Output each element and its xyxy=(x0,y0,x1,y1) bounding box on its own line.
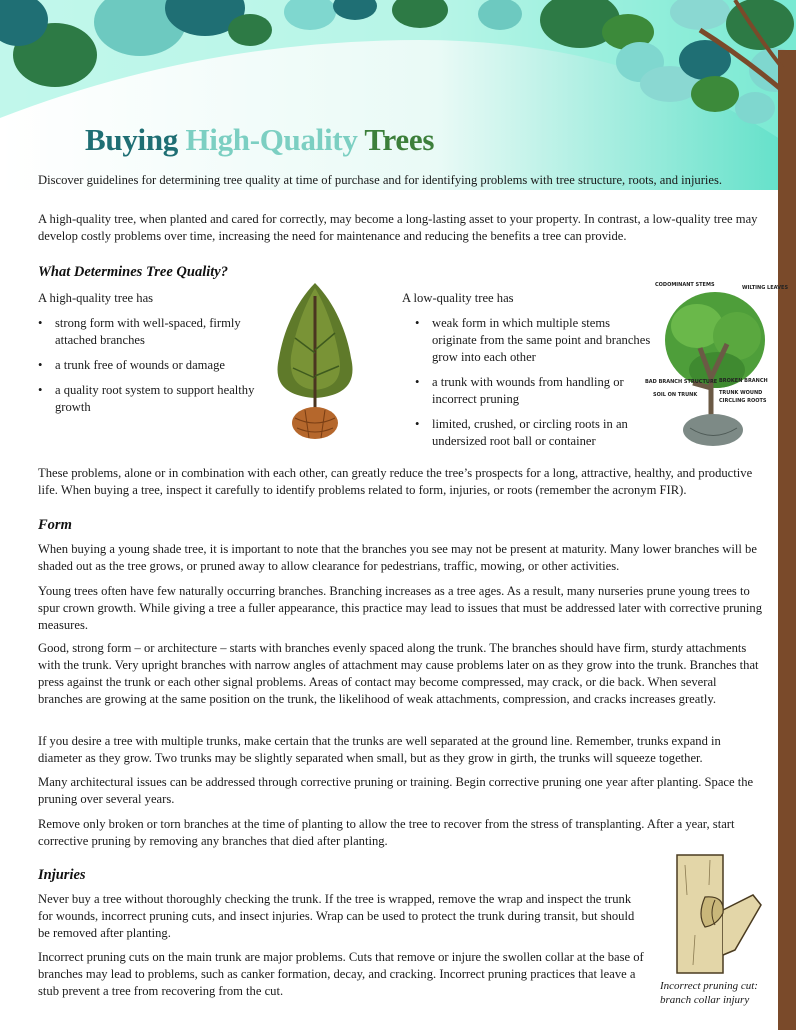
form-paragraph: Remove only broken or torn branches at the time of planting to allow the tree to recover from the stress of transplanting. After a year, start corrective pruning by removing any branches that died after planting. xyxy=(38,817,735,848)
label-codominant-stems: CODOMINANT STEMS xyxy=(655,282,715,288)
list-item: • strong form with well-spaced, firmly attached branches xyxy=(38,315,263,349)
intro-text: Discover guidelines for determining tree quality at time of purchase and for identifying problems with tree structure, roots, and injuries. xyxy=(38,173,723,187)
low-quality-list xyxy=(415,315,655,458)
injuries-heading: Injuries xyxy=(38,867,86,883)
pruning-cut-illustration xyxy=(665,855,765,975)
label-broken-branch: BROKEN BRANCH xyxy=(719,378,768,384)
caption-line-2: branch collar injury xyxy=(660,994,750,1006)
low-quality-label: A low-quality tree has xyxy=(402,291,514,305)
pruning-cut-caption xyxy=(660,979,758,1007)
list-item: • a trunk free of wounds or damage xyxy=(38,357,263,374)
quality-heading: What Determines Tree Quality? xyxy=(38,264,228,280)
list-item: • weak form in which multiple stems originate from the same point and branches grow into each other xyxy=(415,315,655,366)
injuries-paragraph: Never buy a tree without thoroughly checking the trunk. If the tree is wrapped, remove the wrap and inspect the trunk for wounds, incorrect pruning cuts, and insect injuries. Wrap can be used to protect the trunk during transit, but should be removed after planting. xyxy=(38,892,635,940)
high-quality-label: A high-quality tree has xyxy=(38,291,154,305)
caption-line-1: Incorrect pruning cut: xyxy=(660,980,758,992)
label-wilting-leaves: WILTING LEAVES xyxy=(742,285,789,291)
form-paragraph: Young trees often have few naturally occurring branches. Branching increases as a tree ages. As a result, many nurseries prune young trees to spur crown growth. While giving a tree a fuller appearance, this practice may lead to issues that must be addressed later with corrective pruning measures. xyxy=(38,584,763,632)
list-item: • a trunk with wounds from handling or incorrect pruning xyxy=(415,374,655,408)
label-circling-roots: CIRCLING ROOTS xyxy=(719,398,767,404)
title-word-trees: Trees xyxy=(364,122,435,157)
page-title xyxy=(85,122,434,158)
form-paragraph: When buying a young shade tree, it is important to note that the branches you see may not be present at maturity. Many lower branches will be shaded out as the tree grows, or pruned away to allow clearance for pedestrians, traffic, mowing, or other activities. xyxy=(38,542,757,573)
high-quality-list xyxy=(38,315,263,424)
list-item: • a quality root system to support healthy growth xyxy=(38,382,263,416)
low-quality-tree-diagram xyxy=(645,278,789,453)
label-trunk-wound: TRUNK WOUND xyxy=(719,390,763,396)
high-quality-tree-illustration xyxy=(265,278,365,443)
form-paragraph: Good, strong form – or architecture – starts with branches evenly spaced along the trunk. The branches should have firm, sturdy attachments with the trunk. Very upright branches with narrow angles of attachment may cause problems later on as they grow into the trunk. Branches that press against the trunk or each other signal problems. Areas of contact may become compressed, may crack, or die back. When several branches are growing at the same position on the trunk, the likelihood of weak attachments, compression, and cracks increases greatly. xyxy=(38,641,759,706)
form-paragraph: Many architectural issues can be addressed through corrective pruning or training. Begin corrective pruning one year after planting. Space the pruning over several years. xyxy=(38,775,754,806)
paragraph-asset: A high-quality tree, when planted and cared for correctly, may become a long-lasting asset to your property. In contrast, a low-quality tree may develop costly problems over time, increasing the need for maintenance and reducing the benefits a tree can provide. xyxy=(38,212,758,243)
list-item: • limited, crushed, or circling roots in an undersized root ball or container xyxy=(415,416,655,450)
label-soil-on-trunk: SOIL ON TRUNK xyxy=(653,392,698,398)
form-paragraph: If you desire a tree with multiple trunks, make certain that the trunks are well separated at the ground line. Remember, trunks expand in diameter as they grow. Two trunks may be slightly separated when small, but as they grow in girth, the trunks will squeeze together. xyxy=(38,734,721,765)
title-word-buying: Buying xyxy=(85,122,178,157)
label-bad-branch-structure: BAD BRANCH STRUCTURE xyxy=(645,379,718,385)
title-word-high-quality: High-Quality xyxy=(185,122,358,157)
form-heading: Form xyxy=(38,517,72,533)
paragraph-fir: These problems, alone or in combination with each other, can greatly reduce the tree’s prospects for a long, attractive, healthy, and productive life. When buying a tree, inspect it carefully to identify problems related to form, injuries, or roots (remember the acronym FIR). xyxy=(38,466,753,497)
injuries-paragraph: Incorrect pruning cuts on the main trunk are major problems. Cuts that remove or injure the swollen collar at the base of branches may lead to problems, such as canker formation, decay, and cracking. Incorrect pruning practices that leave a stub prevent a tree from recovering from the cut. xyxy=(38,950,644,998)
